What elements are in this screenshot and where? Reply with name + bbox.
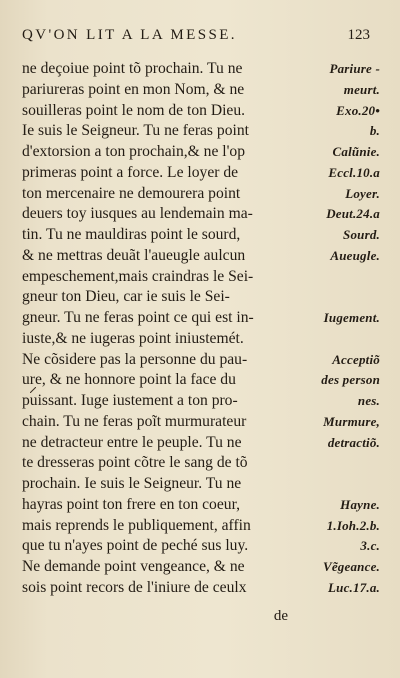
margin-note: nes.: [357, 393, 380, 408]
line-text: tin. Tu ne mauldiras point le sourd,: [22, 226, 241, 243]
margin-note: Sourd.: [343, 227, 380, 242]
margin-note: Iugement.: [323, 310, 380, 325]
line-text: chain. Tu ne feras poĩt murmurateur: [22, 412, 247, 430]
line-text: deuers toy iusques au lendemain ma-: [22, 205, 253, 223]
margin-note: Luc.17.a.: [328, 579, 380, 595]
catchword: de: [273, 608, 288, 624]
margin-note: Loyer.: [345, 185, 380, 201]
margin-note: 3.c.: [360, 538, 380, 554]
line-text: gneur. Tu ne feras point ce qui est in-: [22, 309, 254, 326]
margin-note: Vẽgeance.: [322, 559, 380, 574]
line-text: d'extorsion a ton prochain,& ne l'op: [22, 143, 246, 160]
line-text: ne deçoiue point tõ prochain. Tu ne: [22, 60, 243, 77]
line-text: souilleras point le nom de ton Dieu.: [22, 101, 246, 119]
line-text: pariureras point en mon Nom, & ne: [22, 80, 245, 98]
margin-note: Deut.24.a: [326, 206, 380, 222]
margin-note: meurt.: [343, 81, 380, 97]
margin-note: 1.Ioh.2.b.: [326, 517, 380, 533]
margin-note: Acceptiõ: [332, 351, 380, 367]
page-header: [22, 27, 378, 49]
line-text: prochain. Ie suis le Seigneur. Tu ne: [22, 475, 242, 492]
text-line: [22, 577, 380, 601]
margin-note: Aueugle.: [330, 247, 380, 263]
margin-note: Pariure -: [329, 61, 380, 76]
margin-note: des person: [321, 372, 380, 388]
line-text: Ne cõsidere pas la personne du pau-: [22, 350, 248, 368]
line-text: ton mercenaire ne demourera point: [22, 184, 241, 202]
line-text: & ne mettras deuãt l'aueugle aulcun: [22, 246, 246, 264]
running-head: QV'ON LIT A LA MESSE.: [22, 27, 237, 43]
line-text: primeras point a force. Le loyer de: [22, 163, 239, 181]
line-text: iuste,& ne iugeras point iniustemét.: [22, 329, 244, 347]
margin-mark-icon: [30, 387, 36, 393]
line-text: sois point recors de l'iniure de ceulx: [22, 578, 247, 596]
margin-note: Murmure,: [323, 413, 380, 429]
line-text: gneur ton Dieu, car ie suis le Sei-: [22, 288, 230, 306]
line-text: te dresseras point cõtre le sang de tõ: [22, 454, 248, 472]
margin-note: Exo.20•: [336, 102, 380, 118]
margin-note: b.: [369, 123, 380, 139]
page-number: 123: [347, 27, 370, 43]
margin-note: Eccl.10.a: [328, 164, 380, 180]
line-text: ure, & ne honnore point la face du: [22, 371, 236, 389]
margin-note: Calũnie.: [332, 144, 380, 159]
line-text: hayras point ton frere en ton coeur,: [22, 495, 241, 513]
line-text: ne detracteur entre le peuple. Tu ne: [22, 433, 242, 451]
line-text: mais reprends le publiquement, affin: [22, 516, 251, 534]
line-text: Ie suis le Seigneur. Tu ne feras point: [22, 122, 249, 140]
margin-note: Hayne.: [340, 496, 380, 512]
line-text: puissant. Iuge iustement a ton pro-: [22, 392, 238, 409]
line-text: que tu n'ayes point de peché sus luy.: [22, 537, 249, 555]
line-text: Ne demande point vengeance, & ne: [22, 558, 245, 575]
margin-note: detractiõ.: [327, 434, 380, 450]
line-text: empeschement,mais craindras le Sei-: [22, 267, 254, 285]
